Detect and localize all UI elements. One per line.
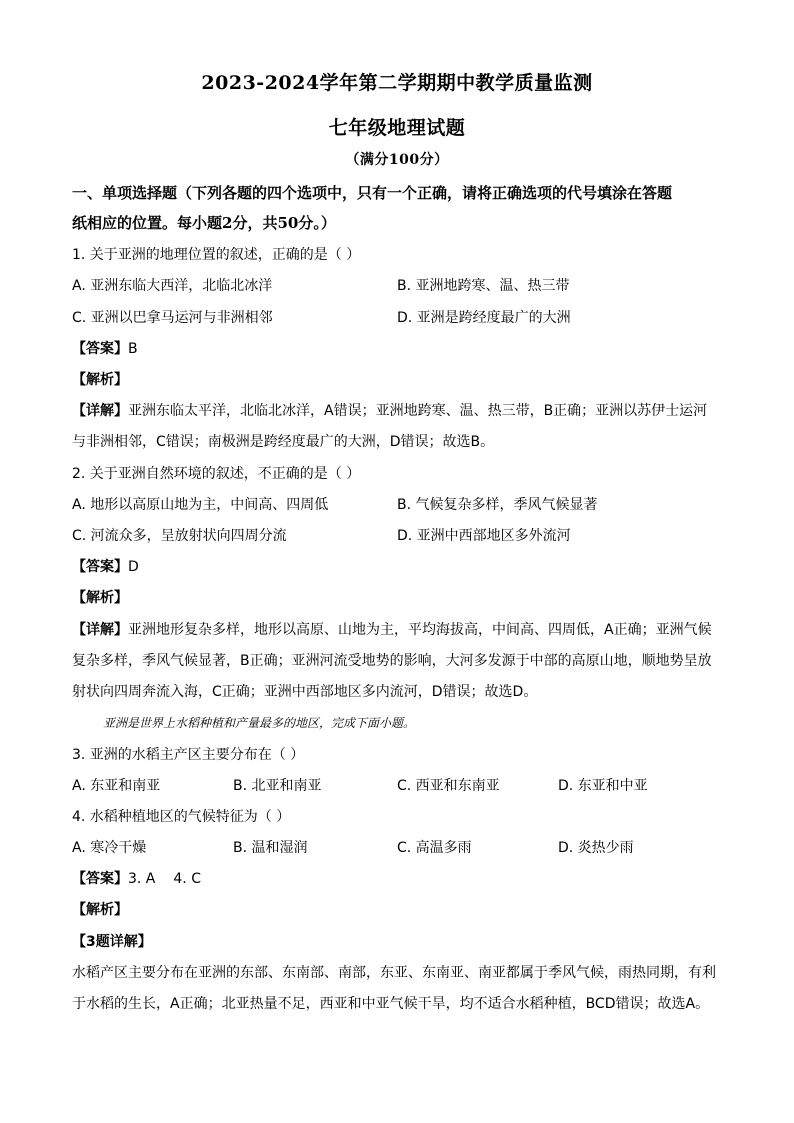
q4-option-a: A. 寒冷干燥 xyxy=(72,840,147,856)
answer-tag: 【答案】 xyxy=(72,341,128,357)
q4-option-c: C. 高温多雨 xyxy=(397,840,472,856)
section-instruction-line2: 纸相应的位置。每小题2分，共50分。） xyxy=(72,214,336,232)
answer-value: B xyxy=(128,341,138,357)
q2-analysis-tag: 【解析】 xyxy=(72,590,128,606)
q3-option-c: C. 西亚和东南亚 xyxy=(397,778,500,794)
q2-detail-line1 xyxy=(72,619,722,639)
q2-detail-line2: 复杂多样，季风气候显著，B正确；亚洲河流受地势的影响，大河多发源于中部的高原山地，顺地势呈放 xyxy=(72,653,712,669)
answer-value-4: 4. C xyxy=(173,871,201,887)
q2-option-a: A. 地形以高原山地为主，中间高、四周低 xyxy=(72,497,329,513)
answer-tag: 【答案】 xyxy=(72,871,128,887)
q2-option-b: B. 气候复杂多样，季风气候显著 xyxy=(397,497,598,513)
q1-option-c: C. 亚洲以巴拿马运河与非洲相邻 xyxy=(72,310,273,326)
q1-analysis-tag: 【解析】 xyxy=(72,372,128,388)
q1-option-b: B. 亚洲地跨寒、温、热三带 xyxy=(397,278,570,294)
q4-option-d: D. 炎热少雨 xyxy=(558,840,634,856)
q3-stem: 3. 亚洲的水稻主产区主要分布在（ ） xyxy=(72,747,305,763)
q4-option-b: B. 温和湿润 xyxy=(233,840,308,856)
answer-value: D xyxy=(128,559,139,575)
q2-detail-line3: 射状向四周奔流入海，C正确；亚洲中西部地区多内流河，D错误；故选D。 xyxy=(72,684,538,700)
group-stem: 亚洲是世界上水稻种植和产量最多的地区，完成下面小题。 xyxy=(103,716,416,730)
exam-title: 2023-2024学年第二学期期中教学质量监测 xyxy=(201,72,593,94)
q1-answer xyxy=(72,338,722,358)
q2-answer xyxy=(72,556,722,576)
q2-option-c: C. 河流众多，呈放射状向四周分流 xyxy=(72,528,287,544)
q1-detail-line2: 与非洲相邻，C错误；南极洲是跨经度最广的大洲，D错误；故选B。 xyxy=(72,434,495,450)
detail-tag: 【详解】 xyxy=(72,622,128,638)
detail-text: 亚洲东临太平洋，北临北冰洋，A错误；亚洲地跨寒、温、热三带，B正确；亚洲以苏伊士运河 xyxy=(128,403,708,419)
q1-option-a: A. 亚洲东临大西洋，北临北冰洋 xyxy=(72,278,273,294)
answer-tag: 【答案】 xyxy=(72,559,128,575)
q3-option-a: A. 东亚和南亚 xyxy=(72,778,161,794)
q4-stem: 4. 水稻种植地区的气候特征为（ ） xyxy=(72,809,291,825)
section-instruction-line1: 一、单项选择题（下列各题的四个选项中，只有一个正确，请将正确选项的代号填涂在答题 xyxy=(72,184,673,202)
q3-detail-line1: 水稻产区主要分布在亚洲的东部、东南部、南部，东亚、东南亚、南亚都属于季风气候，雨热同期，有利 xyxy=(72,965,716,981)
exam-subtitle: 七年级地理试题 xyxy=(328,117,466,139)
q3-detail-line2: 于水稻的生长，A正确；北亚热量不足，西亚和中亚气候干旱，均不适合水稻种植，BCD错误；故选A。 xyxy=(72,996,710,1012)
q1-option-d: D. 亚洲是跨经度最广的大洲 xyxy=(397,310,571,326)
q1-detail-line1 xyxy=(72,400,722,420)
q34-answer xyxy=(72,868,722,888)
q34-analysis-tag: 【解析】 xyxy=(72,902,128,918)
q3-option-b: B. 北亚和南亚 xyxy=(233,778,322,794)
q1-stem: 1. 关于亚洲的地理位置的叙述，正确的是（ ） xyxy=(72,247,361,263)
q2-option-d: D. 亚洲中西部地区多外流河 xyxy=(397,528,571,544)
full-score: （满分100分） xyxy=(345,152,449,168)
q3-option-d: D. 东亚和中亚 xyxy=(558,778,648,794)
q2-stem: 2. 关于亚洲自然环境的叙述，不正确的是（ ） xyxy=(72,466,361,482)
answer-value-3: 3. A xyxy=(128,871,156,887)
detail-tag: 【详解】 xyxy=(72,403,128,419)
q3-detail-heading: 【3题详解】 xyxy=(72,934,152,950)
detail-text: 亚洲地形复杂多样，地形以高原、山地为主，平均海拔高，中间高、四周低，A正确；亚洲气候 xyxy=(128,622,712,638)
